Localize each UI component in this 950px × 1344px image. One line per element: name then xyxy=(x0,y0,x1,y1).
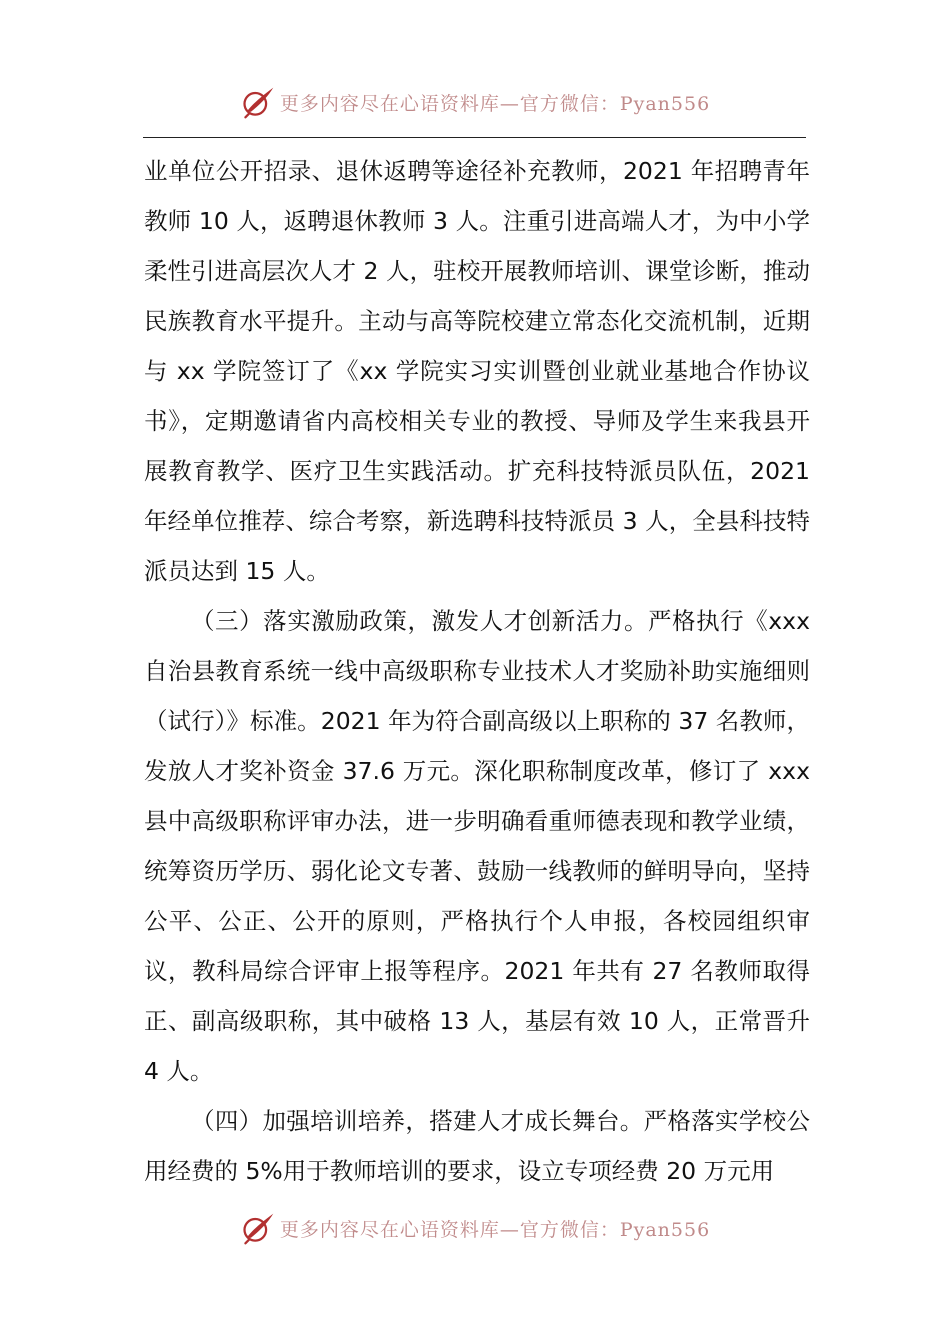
paragraph-3: （四）加强培训培养，搭建人才成长舞台。严格落实学校公用经费的 5%用于教师培训的要求，设立专项经费 20 万元用 xyxy=(144,1107,810,1185)
quill-logo-icon xyxy=(240,84,276,120)
header-banner-text: 更多内容尽在心语资料库—官方微信：Pyan556 xyxy=(279,92,711,115)
header-banner xyxy=(0,82,950,122)
quill-logo-icon xyxy=(240,1210,276,1246)
header-divider xyxy=(143,137,806,138)
document-body xyxy=(144,146,810,1196)
footer-banner xyxy=(0,1208,950,1248)
paragraph-2: （三）落实激励政策，激发人才创新活力。严格执行《xxx自治县教育系统一线中高级职称专业技术人才奖励补助实施细则（试行）》标准。2021 年为符合副高级以上职称的 37 名教师，发放人才奖补资金 37.6 万元。深化职称制度改革，修订了 xxx 县中高级职称评审办法，进一步明确看重师德表现和教学业绩，统筹资历学历、弱化论文专著、鼓励一线教师的鲜明导向，坚持公平、公正、公开的原则，严格执行个人申报，各校园组织审议，教科局综合评审上报等程序。2021 年共有 27 名教师取得正、副高级职称，其中破格 13 人，基层有效 10 人，正常晋升 4 人。 xyxy=(144,607,810,1085)
footer-banner-text: 更多内容尽在心语资料库—官方微信：Pyan556 xyxy=(279,1218,711,1241)
paragraph-1: 业单位公开招录、退休返聘等途径补充教师，2021 年招聘青年教师 10 人，返聘退休教师 3 人。注重引进高端人才，为中小学柔性引进高层次人才 2 人，驻校开展教师培训、课堂诊断，推动民族教育水平提升。主动与高等院校建立常态化交流机制，近期与 xx 学院签订了《xx 学院实习实训暨创业就业基地合作协议书》，定期邀请省内高校相关专业的教授、导师及学生来我县开展教育教学、医疗卫生实践活动。扩充科技特派员队伍，2021 年经单位推荐、综合考察，新选聘科技特派员 3 人，全县科技特派员达到 15 人。 xyxy=(144,157,810,585)
